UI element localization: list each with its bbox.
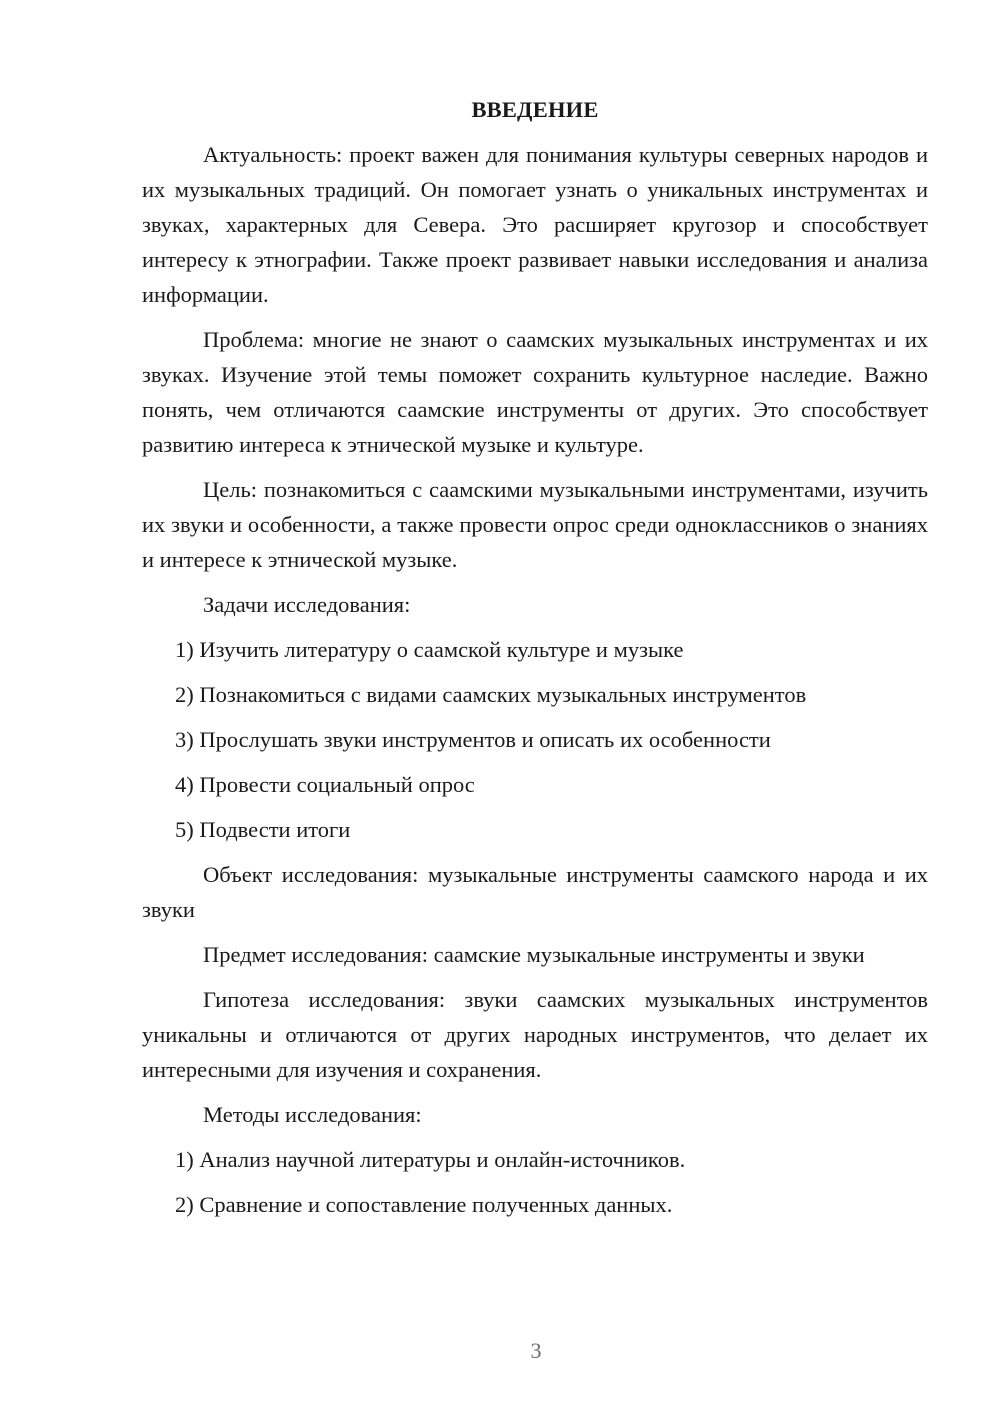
object-paragraph: Объект исследования: музыкальные инструменты саамского народа и их звуки	[142, 862, 928, 922]
methods-heading: Методы исследования:	[203, 1102, 422, 1127]
goal-paragraph: Цель: познакомиться с саамскими музыкальными инструментами, изучить их звуки и особенности, а также провести опрос среди одноклассников о знаниях и интересе к этнической музыке.	[142, 477, 928, 572]
page-number: 3	[530, 1338, 542, 1363]
task-item: 4) Провести социальный опрос	[175, 772, 475, 797]
method-item: 2) Сравнение и сопоставление полученных данных.	[175, 1192, 673, 1217]
task-item: 2) Познакомиться с видами саамских музыкальных инструментов	[175, 682, 807, 707]
task-item: 3) Прослушать звуки инструментов и описать их особенности	[175, 727, 771, 752]
subject-paragraph: Предмет исследования: саамские музыкальные инструменты и звуки	[203, 942, 865, 967]
relevance-paragraph: Актуальность: проект важен для понимания культуры северных народов и их музыкальных традиций. Он помогает узнать о уникальных инструментах и звуках, характерных для Севера. Это расширяет кругозор и способствует интересу к этнографии. Также проект развивает навыки исследования и анализа информации.	[142, 142, 928, 307]
tasks-heading: Задачи исследования:	[203, 592, 411, 617]
page-content	[142, 92, 928, 1232]
task-item: 5) Подвести итоги	[175, 817, 351, 842]
task-item: 1) Изучить литературу о саамской культуре и музыке	[175, 637, 684, 662]
problem-paragraph: Проблема: многие не знают о саамских музыкальных инструментах и их звуках. Изучение этой темы поможет сохранить культурное наследие. Важно понять, чем отличаются саамские инструменты от других. Это способствует развитию интереса к этнической музыке и культуре.	[142, 327, 928, 457]
method-item: 1) Анализ научной литературы и онлайн-источников.	[175, 1147, 686, 1172]
hypothesis-paragraph: Гипотеза исследования: звуки саамских музыкальных инструментов уникальны и отличаются от других народных инструментов, что делает их интересными для изучения и сохранения.	[142, 987, 928, 1082]
section-title: ВВЕДЕНИЕ	[471, 97, 599, 122]
